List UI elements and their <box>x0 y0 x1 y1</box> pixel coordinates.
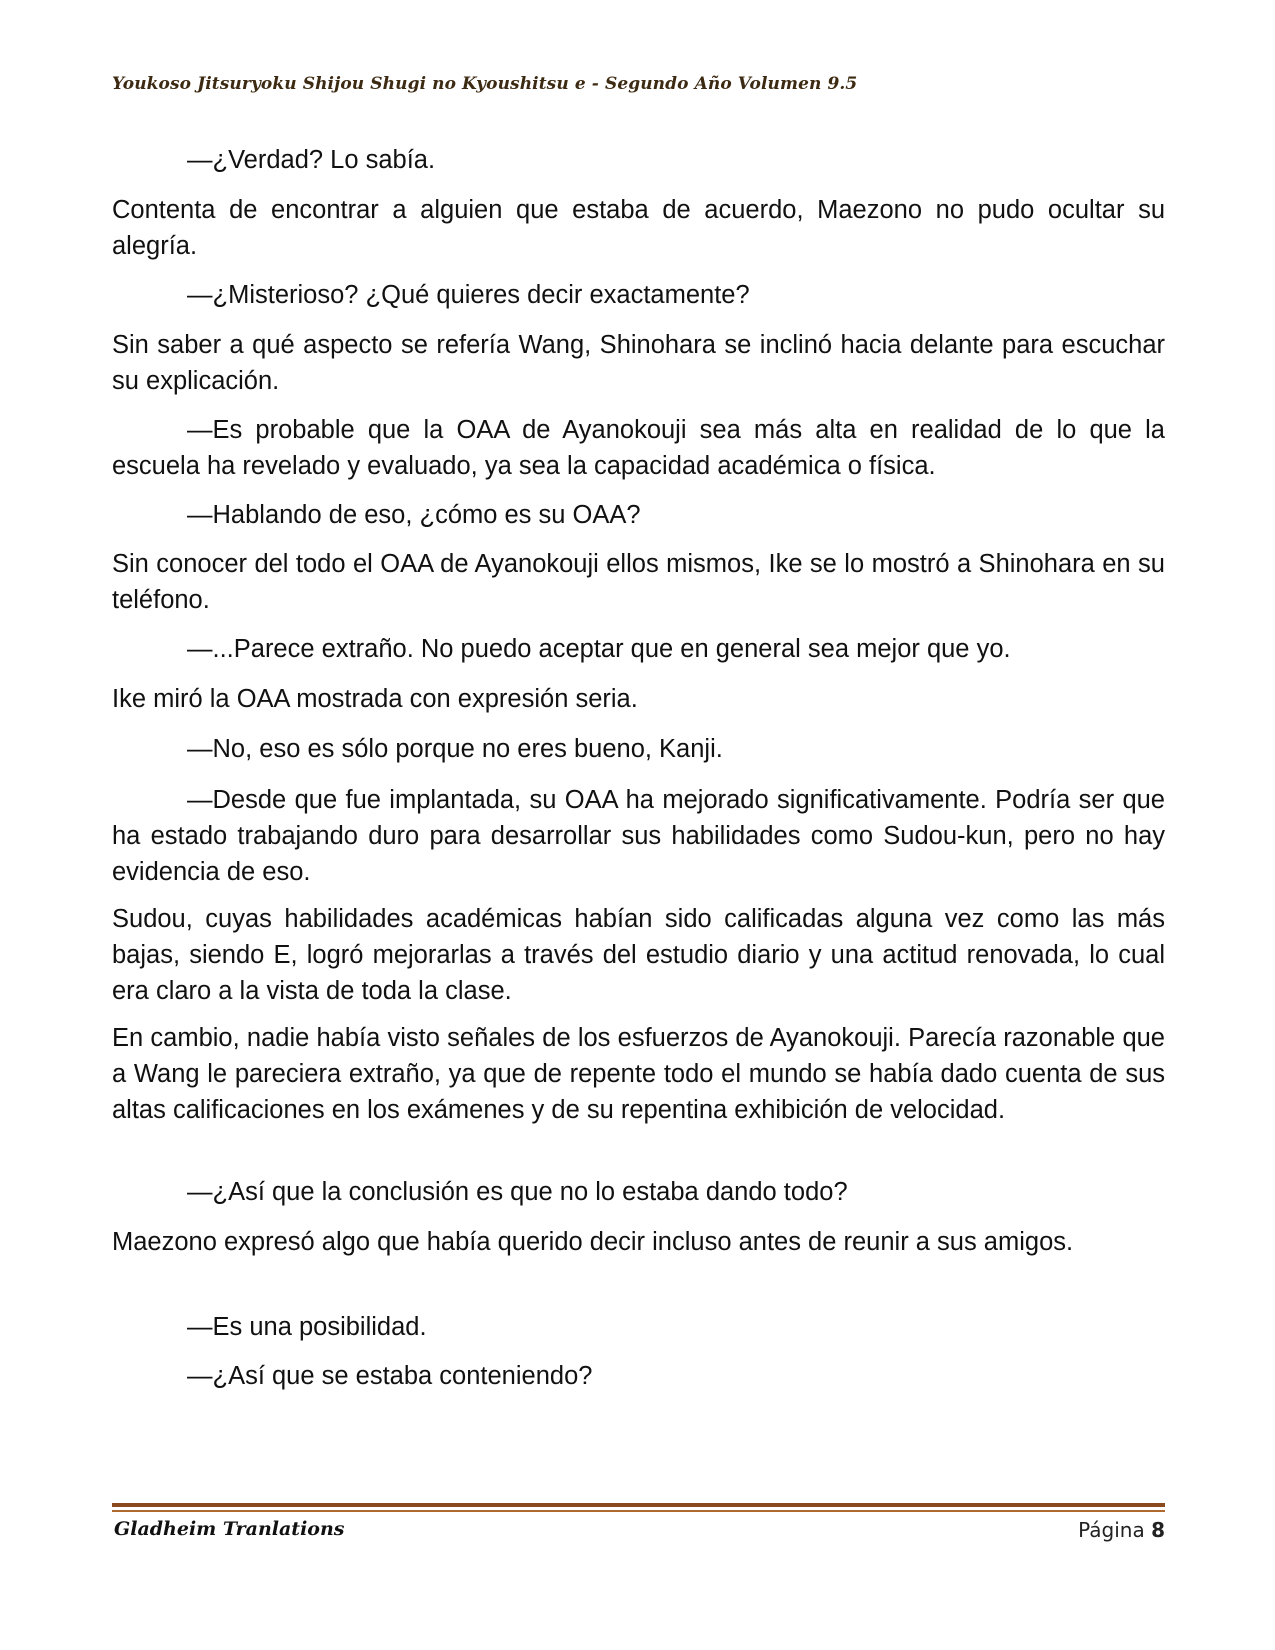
paragraph: —Hablando de eso, ¿cómo es su OAA? <box>187 501 641 529</box>
footer-rule-thin <box>112 1510 1165 1512</box>
page-number: 8 <box>1151 1518 1165 1542</box>
running-header: Youkoso Jitsuryoku Shijou Shugi no Kyoushitsu e - Segundo Año Volumen 9.5 <box>112 74 858 94</box>
paragraph: —¿Así que se estaba conteniendo? <box>187 1362 593 1390</box>
paragraph: —...Parece extraño. No puedo aceptar que en general sea mejor que yo. <box>187 635 1011 663</box>
paragraph: —¿Así que la conclusión es que no lo estaba dando todo? <box>187 1178 848 1206</box>
paragraph: Sin conocer del todo el OAA de Ayanokouji ellos mismos, Ike se lo mostró a Shinohara en su teléfono. <box>112 550 1165 614</box>
footer-rule-thick <box>112 1503 1165 1507</box>
paragraph: —Desde que fue implantada, su OAA ha mejorado significativamente. Podría ser que ha estado trabajando duro para desarrollar sus habilidades como Sudou-kun, pero no hay evidencia de eso. <box>112 786 1165 886</box>
paragraph: —¿Misterioso? ¿Qué quieres decir exactamente? <box>187 281 750 309</box>
publisher-name: Gladheim Tranlations <box>114 1518 345 1540</box>
paragraph: Sudou, cuyas habilidades académicas habían sido calificadas alguna vez como las más bajas, siendo E, logró mejorarlas a través del estudio diario y una actitud renovada, lo cual era claro a la vista de toda la clase. <box>112 905 1165 1005</box>
paragraph: —Es probable que la OAA de Ayanokouji sea más alta en realidad de lo que la escuela ha revelado y evaluado, ya sea la capacidad académica o física. <box>112 416 1165 480</box>
paragraph: —No, eso es sólo porque no eres bueno, Kanji. <box>187 735 723 763</box>
paragraph: —¿Verdad? Lo sabía. <box>187 146 436 174</box>
paragraph: Sin saber a qué aspecto se refería Wang, Shinohara se inclinó hacia delante para escuchar su explicación. <box>112 331 1165 395</box>
page-label: Página <box>1078 1518 1145 1542</box>
paragraph: Ike miró la OAA mostrada con expresión seria. <box>112 685 638 713</box>
paragraph: Maezono expresó algo que había querido decir incluso antes de reunir a sus amigos. <box>112 1228 1074 1256</box>
page-indicator <box>1078 1518 1165 1542</box>
paragraph: Contenta de encontrar a alguien que estaba de acuerdo, Maezono no pudo ocultar su alegría. <box>112 196 1165 260</box>
paragraph: En cambio, nadie había visto señales de los esfuerzos de Ayanokouji. Parecía razonable que a Wang le pareciera extraño, ya que de repente todo el mundo se había dado cuenta de sus altas calificaciones en los exámenes y de su repentina exhibición de velocidad. <box>112 1024 1165 1124</box>
paragraph: —Es una posibilidad. <box>187 1313 427 1341</box>
